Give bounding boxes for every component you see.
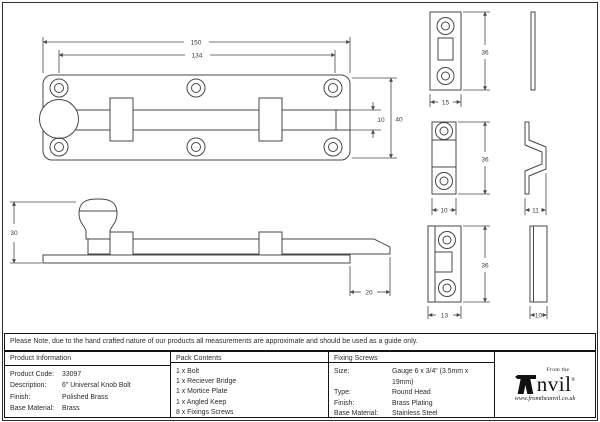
knob <box>40 100 79 139</box>
fixing-screws-body <box>329 363 494 422</box>
row-label: Type: <box>334 389 351 397</box>
anvil-logo <box>515 373 575 394</box>
receiver-bridge-side <box>525 122 546 194</box>
guide-block <box>259 98 282 141</box>
info-table <box>4 351 596 418</box>
svg-text:15: 15 <box>441 99 450 107</box>
row-label: Finish: <box>334 399 355 407</box>
pack-contents-column <box>171 352 329 417</box>
svg-text:10: 10 <box>440 207 448 215</box>
registered-mark: ® <box>571 378 576 383</box>
row-label: Base Material: <box>10 404 55 412</box>
product-information-header: Product Information <box>5 352 170 366</box>
row-label: Size: <box>334 368 350 375</box>
list-item: 1 x Bolt <box>176 368 199 375</box>
svg-text:36: 36 <box>481 49 489 57</box>
side-view-bolt <box>10 199 390 297</box>
svg-text:30: 30 <box>10 230 18 237</box>
list-item: 8 x Fixings Screws <box>176 408 234 416</box>
brand-logo-cell <box>495 352 595 417</box>
svg-text:10: 10 <box>534 312 543 320</box>
row-value: Stainless Steel <box>392 410 438 418</box>
svg-text:11: 11 <box>532 207 539 215</box>
svg-text:134: 134 <box>191 52 203 60</box>
guide-block <box>110 98 133 141</box>
product-information-column <box>5 352 171 417</box>
list-item: 1 x Mortice Plate <box>176 388 228 396</box>
note-bar: Please Note, due to the hand crafted nature of our products all measurements are approximate and should be used as a guide only. <box>4 333 596 351</box>
row-label: Description: <box>10 382 47 390</box>
dim-bolt-length <box>59 50 335 73</box>
fixing-screws-header: Fixing Screws <box>329 352 494 363</box>
dim-keep-depth <box>530 306 547 320</box>
logo-name: nvil <box>536 372 572 396</box>
guide-block-side <box>259 232 282 255</box>
row-value: 6" Universal Knob Bolt <box>62 382 131 390</box>
dim-bridge-height <box>458 122 490 194</box>
anvil-icon <box>515 373 537 394</box>
svg-text:20: 20 <box>365 289 373 297</box>
logo-tagline: From the <box>546 367 570 373</box>
dim-bolt-throw <box>350 257 390 297</box>
row-label: Product Code: <box>10 371 55 378</box>
dim-mortice-width <box>430 94 461 107</box>
mortice-plate-side <box>531 12 535 90</box>
svg-text:150: 150 <box>190 39 202 47</box>
pack-contents-body <box>171 363 328 420</box>
angled-keep-view <box>428 226 547 320</box>
row-value: Brass <box>62 404 80 412</box>
row-value: Brass Plating <box>392 399 433 407</box>
row-value: 33097 <box>62 371 82 378</box>
svg-text:13: 13 <box>440 312 449 320</box>
logo-website: www.fromtheanvil.co.uk <box>514 395 576 402</box>
mortice-plate-view <box>430 12 535 107</box>
row-label: Finish: <box>10 393 31 401</box>
row-value: Gauge 6 x 3/4" (3.5mm x 19mm) <box>392 368 469 386</box>
dim-mortice-height <box>463 12 490 90</box>
dim-overall-height <box>10 202 76 263</box>
receiver-bridge-view <box>432 122 546 215</box>
guide-block-side <box>110 232 133 255</box>
dim-keep-height <box>463 226 490 302</box>
row-label: Base Material: <box>334 410 379 418</box>
svg-text:36: 36 <box>481 156 489 164</box>
dim-bridge-width <box>432 198 456 215</box>
row-value: Polished Brass <box>62 393 108 401</box>
svg-text:40: 40 <box>395 116 403 124</box>
top-view-bolt <box>40 37 403 160</box>
list-item: 1 x Angled Keep <box>176 398 227 406</box>
list-item: 1 x Reciever Bridge <box>176 378 237 386</box>
dim-keep-width <box>428 306 461 320</box>
row-value: Round Head <box>392 389 431 397</box>
fixing-screws-column <box>329 352 495 417</box>
svg-text:36: 36 <box>481 262 489 270</box>
svg-text:10: 10 <box>377 117 385 124</box>
pack-contents-header: Pack Contents <box>171 352 328 363</box>
product-information-body <box>5 366 170 417</box>
angled-keep-side <box>530 226 547 302</box>
